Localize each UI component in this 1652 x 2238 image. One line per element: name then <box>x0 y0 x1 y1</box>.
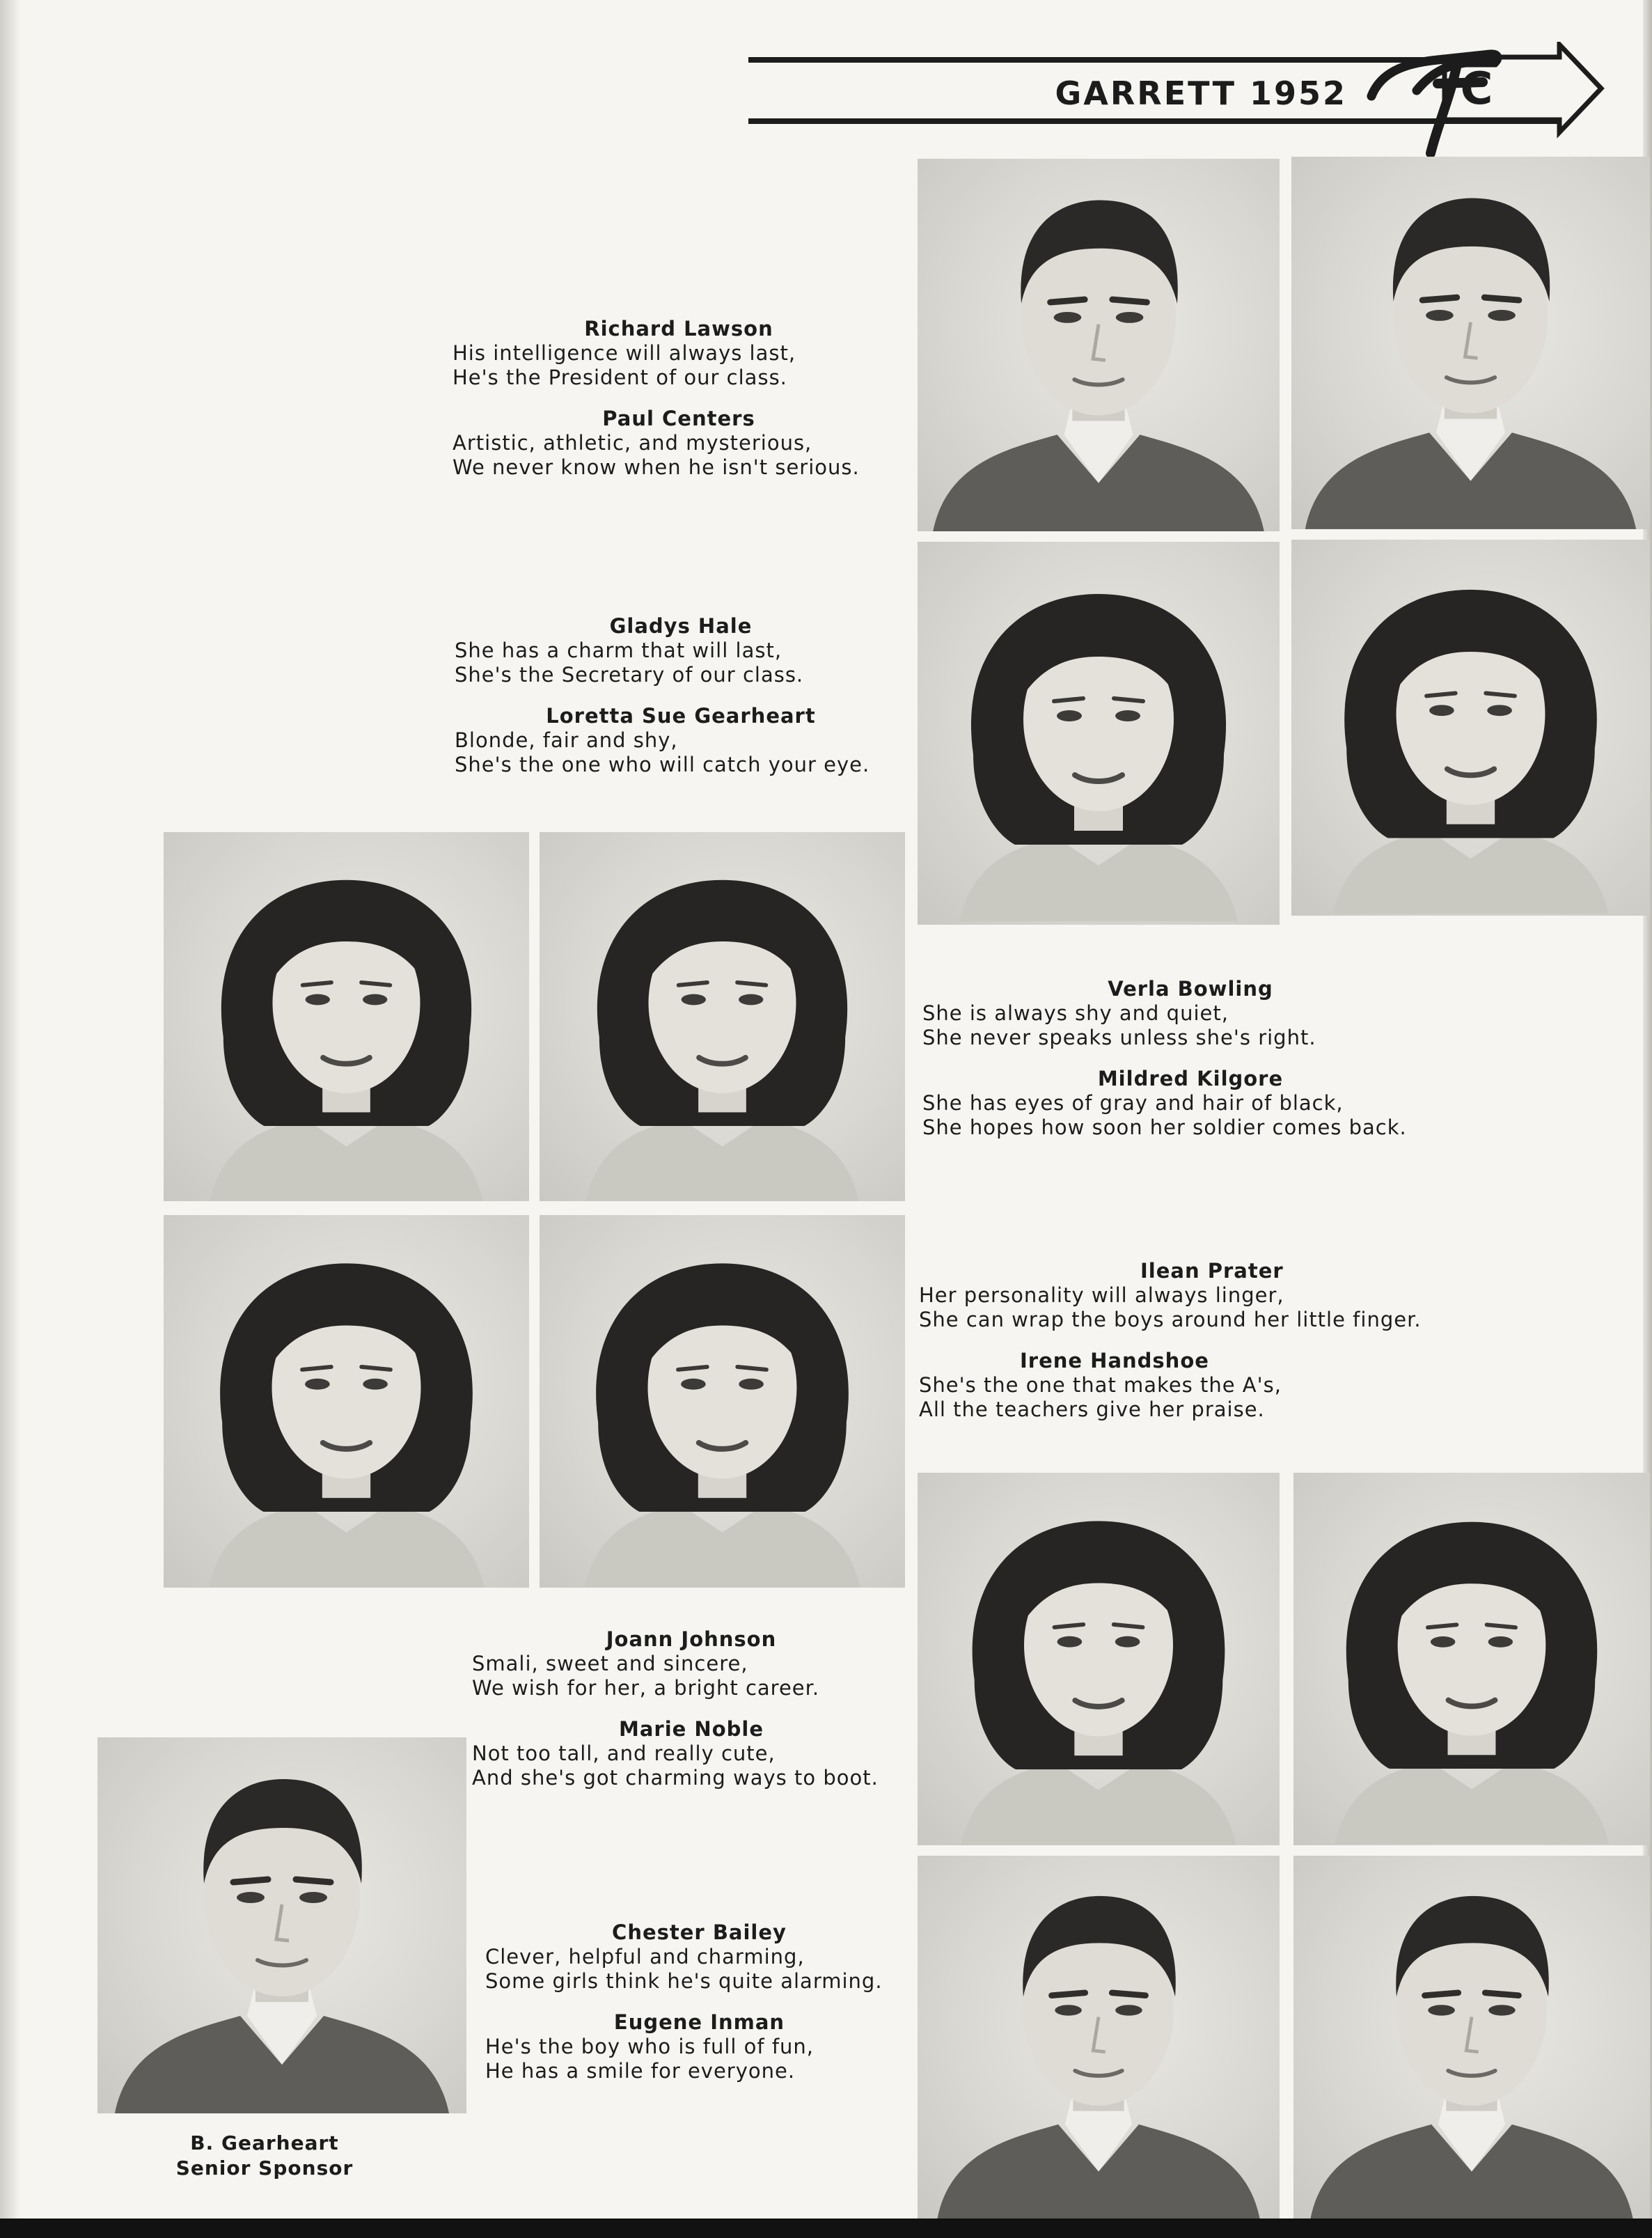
photo-joann-johnson <box>918 1473 1280 1845</box>
photo-richard-lawson <box>918 159 1280 531</box>
student-name: Irene Handshoe <box>1020 1349 1209 1372</box>
sponsor-name: B. Gearheart <box>190 2131 339 2154</box>
sponsor-caption <box>146 2131 383 2181</box>
verse-line: He's the President of our class. <box>453 366 787 389</box>
photo-loretta-sue-gearheart <box>1291 540 1650 916</box>
verse-line: We never know when he isn't serious. <box>453 455 860 479</box>
portrait-image <box>1291 157 1650 529</box>
portrait-image <box>1293 1473 1650 1845</box>
caption-block-2 <box>455 614 907 777</box>
portrait-image <box>97 1737 466 2113</box>
student-name: Chester Bailey <box>612 1920 787 1944</box>
photo-verla-bowling <box>164 832 529 1201</box>
portrait-image <box>164 1215 529 1588</box>
verse-line: Artistic, athletic, and mysterious, <box>453 431 812 455</box>
photo-b-gearheart <box>97 1737 466 2113</box>
photo-chester-bailey <box>918 1856 1280 2219</box>
student-name: Mildred Kilgore <box>1097 1067 1284 1090</box>
verse-line: She can wrap the boys around her little finger. <box>919 1308 1422 1331</box>
header-class-letter: C <box>1460 63 1493 115</box>
header-banner <box>748 42 1605 160</box>
verse-line: She is always shy and quiet, <box>922 1001 1229 1025</box>
sponsor-title: Senior Sponsor <box>175 2157 354 2180</box>
verse-line: She's the one that makes the A's, <box>919 1373 1282 1397</box>
verse-line: Some girls think he's quite alarming. <box>485 1969 883 1993</box>
portrait-image <box>540 1215 905 1588</box>
page-bottom-edge <box>0 2219 1652 2238</box>
verse-line: Clever, helpful and charming, <box>485 1945 805 1969</box>
page-spine-shadow <box>0 0 21 2238</box>
header-school-year: GARRETT 1952 <box>1055 75 1347 112</box>
verse-line: All the teachers give her praise. <box>919 1398 1265 1421</box>
student-name: Gladys Hale <box>609 614 753 638</box>
verse-line: His intelligence will always last, <box>453 341 796 365</box>
student-name: Verla Bowling <box>1108 977 1273 1001</box>
student-name: Marie Noble <box>619 1717 764 1741</box>
verse-line: Smali, sweet and sincere, <box>472 1652 748 1675</box>
student-name: Paul Centers <box>602 407 755 430</box>
caption-block-3 <box>922 977 1458 1140</box>
verse-line: Blonde, fair and shy, <box>455 728 678 752</box>
verse-line: She's the one who will catch your eye. <box>455 753 870 776</box>
portrait-image <box>1291 540 1650 916</box>
photo-gladys-hale <box>918 542 1280 925</box>
verse-line: She never speaks unless she's right. <box>922 1026 1316 1049</box>
verse-line: She has eyes of gray and hair of black, <box>922 1091 1344 1115</box>
student-name: Eugene Inman <box>613 2010 785 2034</box>
photo-marie-noble <box>1293 1473 1650 1845</box>
student-name: Richard Lawson <box>584 317 773 341</box>
student-name: Ilean Prater <box>1140 1259 1284 1283</box>
verse-line: He's the boy who is full of fun, <box>485 2035 815 2058</box>
verse-line: He has a smile for everyone. <box>485 2059 796 2083</box>
photo-eugene-inman <box>1293 1856 1650 2219</box>
caption-block-6 <box>485 1920 913 2083</box>
verse-line: We wish for her, a bright career. <box>472 1676 820 1700</box>
photo-irene-handshoe <box>540 1215 905 1588</box>
portrait-image <box>918 1856 1280 2219</box>
verse-line: She has a charm that will last, <box>455 639 782 662</box>
verse-line: And she's got charming ways to boot. <box>472 1766 879 1790</box>
portrait-image <box>540 832 905 1201</box>
student-name: Loretta Sue Gearheart <box>546 704 816 728</box>
photo-mildred-kilgore <box>540 832 905 1201</box>
caption-block-4 <box>919 1259 1636 1422</box>
portrait-image <box>918 159 1280 531</box>
portrait-image <box>1293 1856 1650 2219</box>
portrait-image <box>164 832 529 1201</box>
verse-line: Her personality will always linger, <box>919 1283 1284 1307</box>
verse-line: She hopes how soon her soldier comes back. <box>922 1116 1407 1139</box>
portrait-image <box>918 1473 1280 1845</box>
caption-block-5 <box>472 1627 911 1790</box>
portrait-image <box>918 542 1280 925</box>
verse-line: Not too tall, and really cute, <box>472 1742 776 1765</box>
photo-ilean-prater <box>164 1215 529 1588</box>
verse-line: She's the Secretary of our class. <box>455 663 804 687</box>
student-name: Joann Johnson <box>606 1627 777 1651</box>
caption-block-1 <box>453 317 905 480</box>
photo-paul-centers <box>1291 157 1650 529</box>
